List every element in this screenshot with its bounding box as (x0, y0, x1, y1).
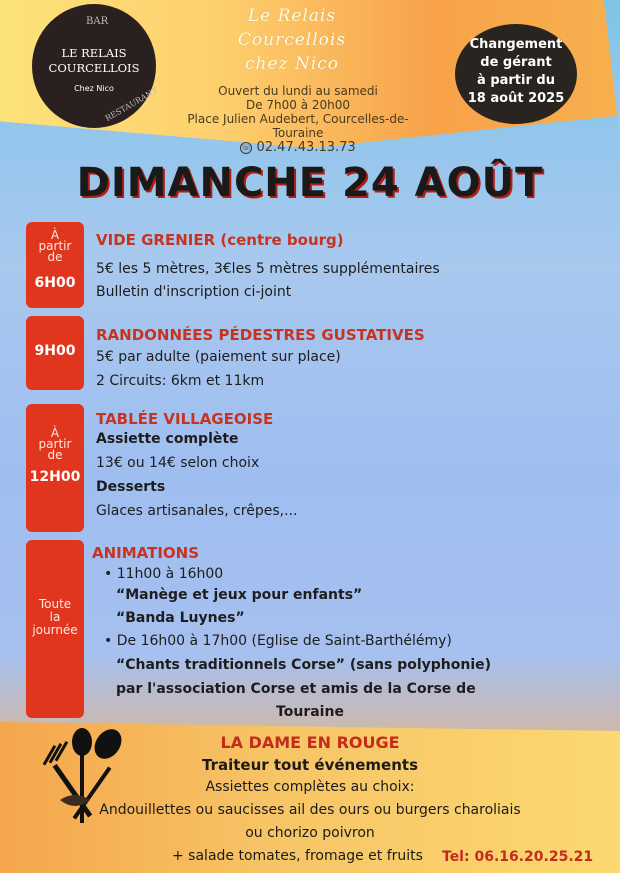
time-prefix: de (47, 250, 63, 264)
time-prefix: de (47, 448, 63, 462)
logo-name (32, 46, 156, 76)
time-badge-12h (26, 404, 84, 532)
tablee-desserts-list: Glaces artisanales, crêpes,... (96, 503, 298, 519)
logo-name-line1: LE RELAIS (61, 46, 127, 60)
animation-touraine: Touraine (276, 704, 344, 720)
time-prefix: Toute (38, 597, 72, 611)
section-title-vide-grenier: VIDE GRENIER (centre bourg) (96, 231, 344, 249)
restaurant-logo (32, 4, 160, 128)
time-value: 6H00 (34, 275, 76, 291)
time-badge-all-day (26, 540, 84, 718)
caterer-choices: Andouillettes ou saucisses ail des ours ou burgers charoliais (99, 802, 521, 818)
manager-change-badge (455, 24, 577, 124)
vide-grenier-bulletin: Bulletin d'inscription ci-joint (96, 284, 292, 300)
animation-bullet-1: • 11h00 à 16h00 (104, 566, 224, 582)
phone-number: 02.47.43.13.73 (256, 140, 356, 155)
time-prefix: À (50, 228, 60, 242)
animation-chants: “Chants traditionnels Corse” (sans polyphonie) (116, 657, 492, 673)
caterer-name: LA DAME EN ROUGE (220, 733, 400, 752)
logo-name-line2: COURCELLOIS (48, 61, 140, 75)
caterer-sides: + salade tomates, fromage et fruits (172, 848, 423, 864)
caterer-phone: Tel: 06.16.20.25.21 (442, 849, 594, 865)
randonnees-circuits: 2 Circuits: 6km et 11km (96, 373, 265, 389)
caterer-subtitle: Traiteur tout événements (202, 756, 418, 774)
tablee-price: 13€ ou 14€ selon choix (96, 455, 260, 471)
tablee-assiette: Assiette complète (96, 431, 239, 447)
section-title-randonnees: RANDONNÉES PÉDESTRES GUSTATIVES (96, 326, 425, 344)
time-prefix: la (49, 610, 61, 624)
badge-line: à partir du (477, 73, 555, 88)
time-value: 9H00 (34, 343, 76, 359)
script-title-line1: Le Relais Courcellois (237, 6, 347, 50)
animation-association: par l'association Corse et amis de la Corse de (116, 681, 476, 697)
logo-bar: BAR (86, 16, 109, 27)
time-prefix: journée (32, 623, 78, 637)
badge-line: de gérant (480, 55, 552, 70)
script-title (196, 4, 388, 76)
time-badge-9h (26, 316, 84, 390)
caterer-choices-more: ou chorizo poivron (245, 825, 375, 841)
event-date-headline: DIMANCHE 24 AOÛT (76, 160, 544, 206)
caterer-choices-heading: Assiettes complètes au choix: (205, 779, 415, 795)
script-title-line2: chez Nico (245, 54, 339, 74)
time-prefix: À (50, 426, 60, 440)
address: Place Julien Audebert, Courcelles-de-Touraine (187, 112, 409, 140)
hours-times: De 7h00 à 20h00 (245, 98, 351, 112)
time-prefix: partir (38, 437, 72, 451)
tablee-desserts: Desserts (96, 479, 166, 495)
section-title-animations: ANIMATIONS (92, 544, 200, 562)
animation-bullet-2: • De 16h00 à 17h00 (Eglise de Saint-Barthélémy) (104, 633, 452, 649)
phone-line (165, 141, 431, 155)
time-prefix: partir (38, 239, 72, 253)
logo-restaurant: RESTAURANT (103, 85, 160, 124)
phone-icon: ☏ (241, 142, 252, 152)
hours-days: Ouvert du lundi au samedi (218, 84, 378, 98)
animation-time-1: 11h00 à 16h00 (116, 566, 224, 582)
time-badge-6h (26, 222, 84, 308)
time-value: 12H00 (29, 469, 81, 485)
animation-banda: “Banda Luynes” (116, 610, 245, 626)
randonnees-price: 5€ par adulte (paiement sur place) (96, 349, 341, 365)
vide-grenier-price: 5€ les 5 mètres, 3€les 5 mètres supplémentaires (96, 261, 440, 277)
animation-time-2: De 16h00 à 17h00 (Eglise de Saint-Barthélémy) (116, 633, 452, 649)
badge-line: Changement (469, 37, 563, 52)
opening-info (165, 84, 431, 155)
section-title-tablee: TABLÉE VILLAGEOISE (96, 410, 274, 428)
logo-chez: Chez Nico (74, 84, 114, 93)
badge-line: 18 août 2025 (467, 91, 565, 106)
animation-manege: “Manège et jeux pour enfants” (116, 587, 363, 603)
